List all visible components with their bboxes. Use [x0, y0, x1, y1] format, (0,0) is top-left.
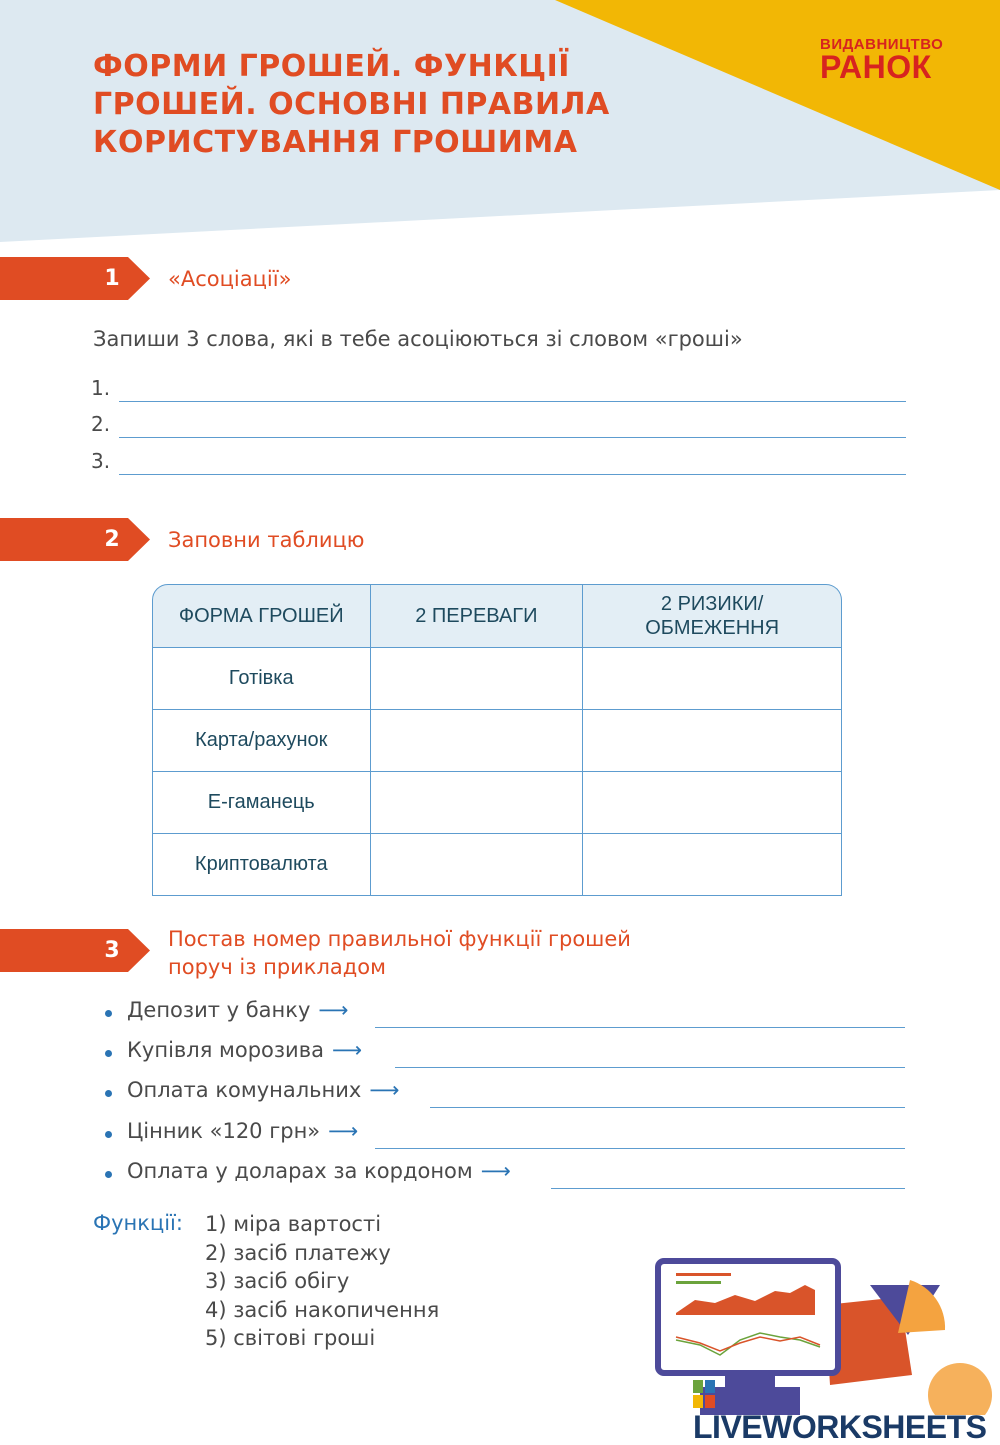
section-3-title-line-2: поруч із прикладом [168, 955, 386, 979]
function-item: 5) світові гроші [205, 1326, 376, 1350]
section-3-number: 3 [104, 938, 120, 963]
example-row [105, 1078, 905, 1108]
table-header-advantages: 2 ПЕРЕВАГИ [371, 584, 584, 648]
example-label: Купівля морозива [127, 1038, 324, 1062]
table-row [152, 710, 842, 772]
answer-input-2[interactable] [119, 437, 906, 438]
arrow-right-icon: ⟶ [369, 1078, 400, 1102]
table-cell-risks[interactable] [583, 834, 842, 896]
answer-line-number: 3. [91, 449, 111, 473]
publisher-logo [820, 36, 944, 85]
section-3-badge [0, 929, 150, 972]
money-forms-table [152, 584, 842, 896]
answer-input-3[interactable] [119, 474, 906, 475]
example-label: Цінник «120 грн» [127, 1119, 321, 1143]
table-cell-form: Криптовалюта [152, 834, 371, 896]
example-label: Оплата у доларах за кордоном [127, 1159, 473, 1183]
example-answer-input[interactable] [551, 1188, 905, 1189]
table-cell-advantages[interactable] [371, 834, 584, 896]
functions-list [205, 1210, 439, 1353]
example-answer-input[interactable] [375, 1027, 905, 1028]
functions-label: Функції: [93, 1211, 183, 1235]
example-row [105, 1119, 905, 1149]
section-1-badge [0, 257, 150, 300]
section-1-title: «Асоціації» [168, 267, 292, 291]
example-row [105, 1159, 905, 1189]
section-2-badge [0, 518, 150, 561]
page-title: ФОРМИ ГРОШЕЙ. ФУНКЦІЇ ГРОШЕЙ. ОСНОВНІ ПРАВИЛА КОРИСТУВАННЯ ГРОШИМА [93, 49, 610, 160]
table-cell-advantages[interactable] [371, 648, 584, 710]
arrow-right-icon: ⟶ [331, 1038, 363, 1062]
answer-input-1[interactable] [119, 401, 906, 402]
table-cell-risks[interactable] [583, 772, 842, 834]
section-3-title-line-1: Постав номер правильної функції грошей [168, 927, 631, 951]
answer-line-number: 1. [91, 376, 111, 400]
section-2-number: 2 [104, 527, 120, 552]
table-cell-form: Е-гаманець [152, 772, 371, 834]
answer-line-3[interactable] [91, 449, 906, 475]
example-row [105, 998, 905, 1028]
bullet-icon [105, 1010, 112, 1017]
section-2-title: Заповни таблицю [168, 528, 365, 552]
watermark-text: LIVEWORKSHEETS [693, 1409, 987, 1445]
table-cell-form: Готівка [152, 648, 371, 710]
example-answer-input[interactable] [395, 1067, 905, 1068]
table-header-form: ФОРМА ГРОШЕЙ [152, 584, 371, 648]
table-row [152, 648, 842, 710]
section-3-title [168, 925, 631, 981]
table-header-risks: 2 РИЗИКИ/ ОБМЕЖЕННЯ [583, 584, 842, 648]
answer-line-1[interactable] [91, 376, 906, 402]
example-label: Депозит у банку [127, 998, 311, 1022]
bullet-icon [105, 1171, 112, 1178]
table-cell-form: Карта/рахунок [152, 710, 371, 772]
arrow-right-icon: ⟶ [328, 1119, 359, 1143]
bullet-icon [105, 1090, 112, 1097]
table-row [152, 834, 842, 896]
function-item: 3) засіб обігу [205, 1269, 350, 1293]
live-logo-icon [693, 1380, 715, 1408]
table-row [152, 772, 842, 834]
table-cell-advantages[interactable] [371, 772, 584, 834]
answer-line-number: 2. [91, 412, 111, 436]
bullet-icon [105, 1131, 112, 1138]
bullet-icon [105, 1050, 112, 1057]
section-1-task: Запиши 3 слова, які в тебе асоціюються зі словом «гроші» [93, 327, 743, 351]
example-row [105, 1038, 905, 1068]
arrow-right-icon: ⟶ [318, 998, 349, 1022]
answer-line-2[interactable] [91, 412, 906, 438]
function-item: 2) засіб платежу [205, 1240, 391, 1265]
liveworksheets-watermark [693, 1373, 1000, 1445]
table-cell-risks[interactable] [583, 648, 842, 710]
example-label: Оплата комунальних [127, 1078, 362, 1102]
publisher-logo-small: ВИДАВНИЦТВО [820, 36, 944, 53]
table-cell-advantages[interactable] [371, 710, 584, 772]
function-item: 1) міра вартості [205, 1212, 382, 1236]
table-header-row [152, 584, 842, 648]
function-item: 4) засіб накопичення [205, 1297, 440, 1322]
arrow-right-icon: ⟶ [480, 1159, 511, 1183]
section-1-number: 1 [104, 266, 120, 291]
example-answer-input[interactable] [375, 1148, 905, 1149]
example-answer-input[interactable] [430, 1107, 905, 1108]
table-cell-risks[interactable] [583, 710, 842, 772]
publisher-logo-big: РАНОК [820, 49, 932, 85]
